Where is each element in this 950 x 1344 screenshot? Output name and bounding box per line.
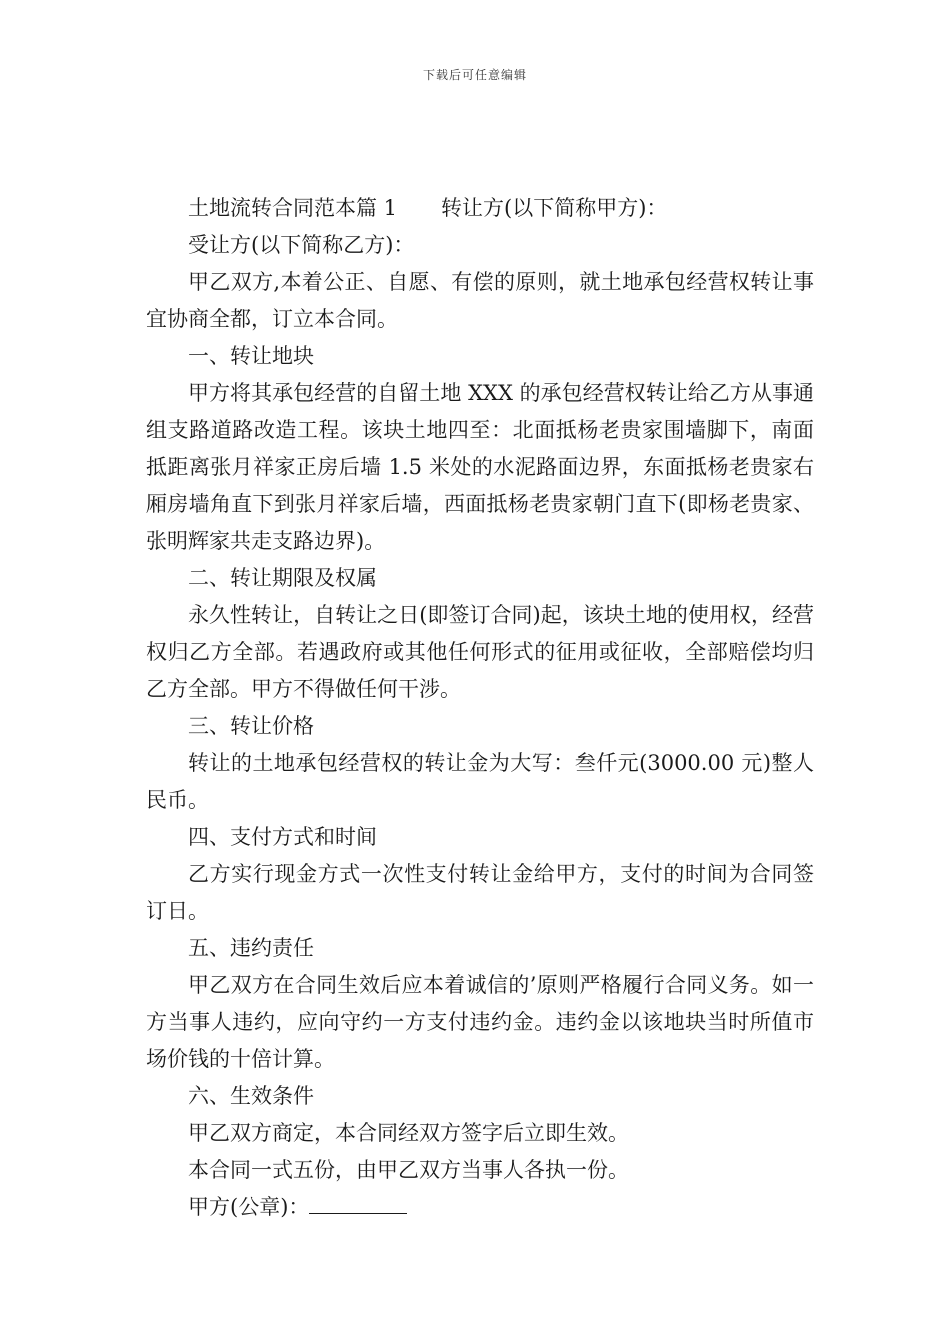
header-note: 下载后可任意编辑 xyxy=(422,68,527,82)
signature-blank xyxy=(309,1189,407,1214)
section-heading-5: 五、违约责任 xyxy=(188,936,314,960)
section-body-4: 乙方实行现金方式一次性支付转让金给甲方，支付的时间为合同签订日。 xyxy=(146,862,814,923)
title-line xyxy=(146,190,814,227)
transferor-label: 转让方(以下简称甲方)： xyxy=(441,196,668,220)
section-heading-6: 六、生效条件 xyxy=(188,1084,314,1108)
section-heading-4: 四、支付方式和时间 xyxy=(188,825,377,849)
section-heading-3: 三、转让价格 xyxy=(188,714,314,738)
section-body-2: 永久性转让，自转让之日(即签订合同)起，该块土地的使用权，经营权归乙方全部。若遇政府或其他任何形式的征用或征收，全部赔偿均归乙方全部。甲方不得做任何干涉。 xyxy=(146,603,814,701)
section-body-3: 转让的土地承包经营权的转让金为大写：叁仟元(3000.00 元)整人民币。 xyxy=(146,751,814,812)
signature-label: 甲方(公章)： xyxy=(188,1195,310,1219)
section-body-1: 甲方将其承包经营的自留土地 XXX 的承包经营权转让给乙方从事通组支路道路改造工程。该块土地四至：北面抵杨老贵家围墙脚下，南面抵距离张月祥家正房后墙 1.5 米处的水泥路面边界，东面抵杨老贵家右厢房墙角直下到张月祥家后墙，西面抵杨老贵家朝门直下(即杨老贵家、张明辉家共走支路边界)。 xyxy=(146,381,814,553)
transferee-label: 受让方(以下简称乙方)： xyxy=(188,233,415,257)
contract-body xyxy=(146,190,814,1226)
section-heading-1: 一、转让地块 xyxy=(188,344,314,368)
section-heading-2: 二、转让期限及权属 xyxy=(188,566,377,590)
section-body-5: 甲乙双方在合同生效后应本着诚信的’原则严格履行合同义务。如一方当事人违约，应向守约一方支付违约金。违约金以该地块当时所值市场价钱的十倍计算。 xyxy=(146,973,814,1071)
copies-clause: 本合同一式五份，由甲乙双方当事人各执一份。 xyxy=(188,1158,629,1182)
contract-title: 土地流转合同范本篇 1 xyxy=(188,196,398,220)
section-body-6: 甲乙双方商定，本合同经双方签字后立即生效。 xyxy=(188,1121,629,1145)
preamble: 甲乙双方,本着公正、自愿、有偿的原则，就土地承包经营权转让事宜协商全都，订立本合同。 xyxy=(146,270,814,331)
signature-line xyxy=(146,1189,814,1226)
